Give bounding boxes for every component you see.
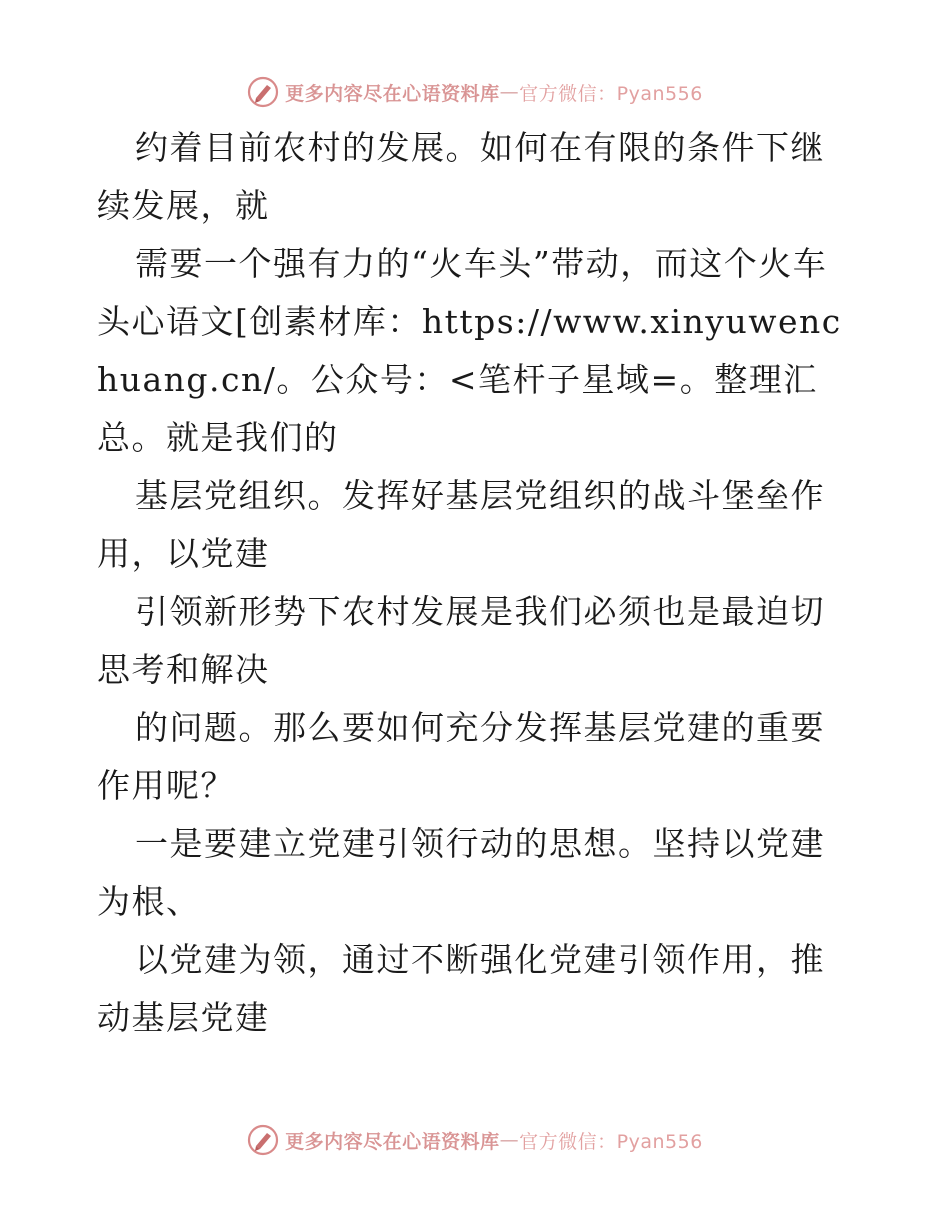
paragraph-2: 需要一个强有力的“火车头”带动，而这个火车头心语文[创素材库：https://www.xinyuwenchuang.cn/。公众号：<笔杆子星域=。整理汇总。就是我们的 bbox=[97, 244, 842, 457]
watermark-account-text: 官方微信：Pyan556 bbox=[519, 82, 703, 105]
watermark-account-text: 官方微信：Pyan556 bbox=[519, 1130, 703, 1153]
paragraph-3: 基层党组织。发挥好基层党组织的战斗堡垒作用，以党建 bbox=[97, 476, 825, 573]
watermark-separator: — bbox=[499, 81, 520, 103]
paragraph-6: 一是要建立党建引领行动的思想。坚持以党建为根、 bbox=[97, 824, 825, 921]
paragraph-5: 的问题。那么要如何充分发挥基层党建的重要作用呢？ bbox=[97, 708, 825, 805]
pen-logo-icon bbox=[247, 76, 279, 108]
header-watermark bbox=[0, 72, 950, 112]
document-body bbox=[97, 119, 857, 1047]
footer-watermark bbox=[0, 1120, 950, 1160]
watermark-main-text: 更多内容尽在心语资料库 bbox=[285, 82, 500, 105]
paragraph-7: 以党建为领，通过不断强化党建引领作用，推动基层党建 bbox=[97, 940, 825, 1037]
paragraph-1: 约着目前农村的发展。如何在有限的条件下继续发展，就 bbox=[97, 128, 825, 225]
watermark-main-text: 更多内容尽在心语资料库 bbox=[285, 1130, 500, 1153]
pen-logo-icon bbox=[247, 1124, 279, 1156]
paragraph-4: 引领新形势下农村发展是我们必须也是最迫切思考和解决 bbox=[97, 592, 825, 689]
watermark-separator: — bbox=[499, 1129, 520, 1151]
